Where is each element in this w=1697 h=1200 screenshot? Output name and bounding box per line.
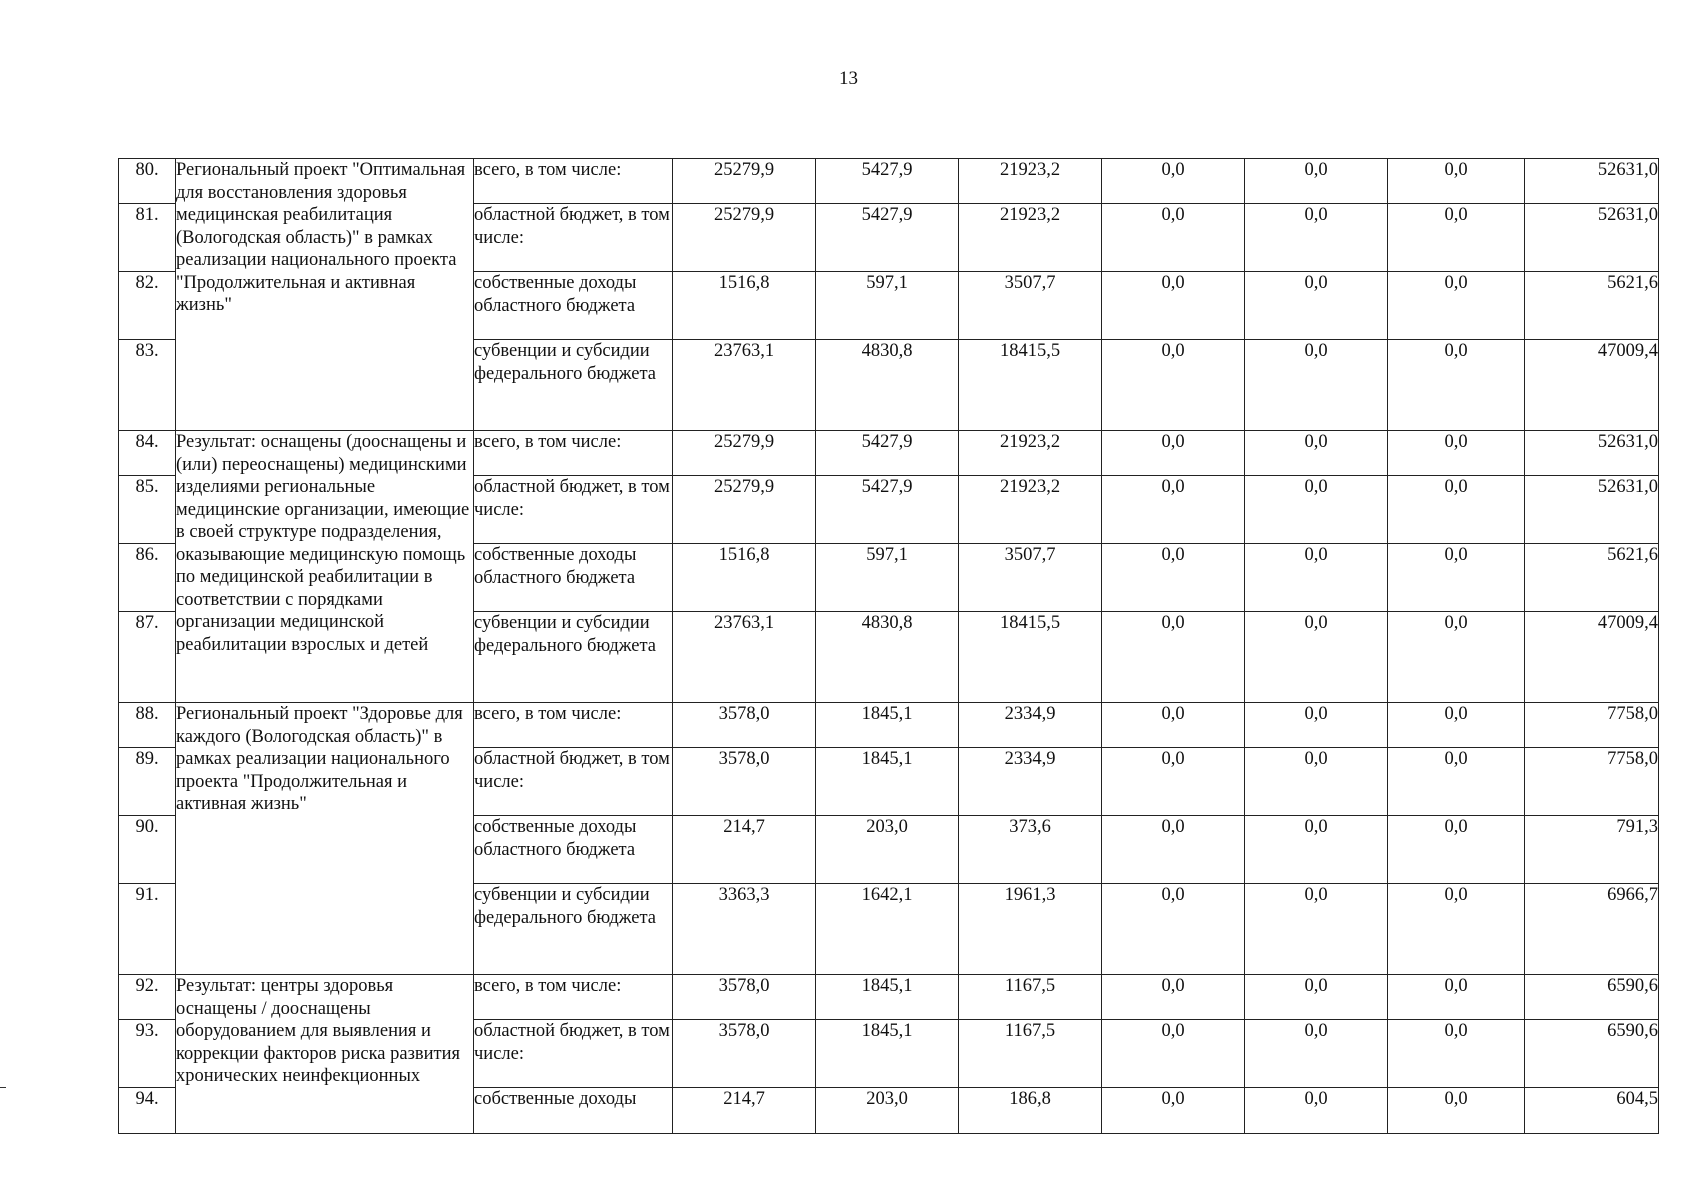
amount-value: 25279,9: [673, 476, 816, 544]
amount-value: 0,0: [1245, 975, 1388, 1020]
amount-value: 214,7: [673, 1088, 816, 1134]
amount-value: 1845,1: [816, 975, 959, 1020]
amount-value: 0,0: [1102, 340, 1245, 431]
amount-value: 0,0: [1388, 272, 1525, 340]
amount-value: 0,0: [1245, 544, 1388, 612]
total-value: 47009,4: [1525, 612, 1659, 703]
amount-value: 0,0: [1102, 431, 1245, 476]
amount-value: 0,0: [1388, 340, 1525, 431]
amount-value: 1516,8: [673, 272, 816, 340]
funding-source: областной бюджет, в том числе:: [474, 748, 673, 816]
amount-value: 0,0: [1245, 816, 1388, 884]
amount-value: 0,0: [1102, 272, 1245, 340]
table-row: [119, 431, 1659, 476]
amount-value: 25279,9: [673, 204, 816, 272]
page-number: 13: [839, 68, 858, 89]
amount-value: 0,0: [1388, 748, 1525, 816]
amount-value: 0,0: [1102, 1020, 1245, 1088]
amount-value: 597,1: [816, 272, 959, 340]
amount-value: 21923,2: [959, 476, 1102, 544]
row-number: 94.: [119, 1088, 176, 1134]
row-number: 89.: [119, 748, 176, 816]
funding-source: областной бюджет, в том числе:: [474, 1020, 673, 1088]
row-number: 82.: [119, 272, 176, 340]
funding-source: областной бюджет, в том числе:: [474, 476, 673, 544]
amount-value: 1845,1: [816, 1020, 959, 1088]
amount-value: 0,0: [1245, 159, 1388, 204]
total-value: 52631,0: [1525, 476, 1659, 544]
amount-value: 0,0: [1102, 975, 1245, 1020]
funding-table: [118, 158, 1659, 1134]
total-value: 47009,4: [1525, 340, 1659, 431]
amount-value: 18415,5: [959, 612, 1102, 703]
row-number: 87.: [119, 612, 176, 703]
funding-source: всего, в том числе:: [474, 159, 673, 204]
amount-value: 0,0: [1102, 1088, 1245, 1134]
amount-value: 2334,9: [959, 748, 1102, 816]
total-value: 6590,6: [1525, 975, 1659, 1020]
total-value: 52631,0: [1525, 431, 1659, 476]
amount-value: 3578,0: [673, 1020, 816, 1088]
project-description: Результат: оснащены (дооснащены и (или) переоснащены) медицинскими изделиями региональные медицинские организации, имеющие в своей структуре подразделения, оказывающие медицинскую помощь по медицинской реабилитации в соответствии с порядками организации медицинской реабилитации взрослых и детей: [176, 431, 474, 703]
row-number: 91.: [119, 884, 176, 975]
amount-value: 0,0: [1245, 884, 1388, 975]
amount-value: 0,0: [1388, 204, 1525, 272]
amount-value: 1845,1: [816, 703, 959, 748]
amount-value: 0,0: [1388, 884, 1525, 975]
amount-value: 0,0: [1245, 272, 1388, 340]
amount-value: 23763,1: [673, 340, 816, 431]
funding-source: собственные доходы областного бюджета: [474, 544, 673, 612]
amount-value: 0,0: [1245, 748, 1388, 816]
amount-value: 0,0: [1245, 340, 1388, 431]
amount-value: 3507,7: [959, 272, 1102, 340]
row-number: 80.: [119, 159, 176, 204]
amount-value: 0,0: [1245, 431, 1388, 476]
amount-value: 0,0: [1388, 975, 1525, 1020]
total-value: 6966,7: [1525, 884, 1659, 975]
amount-value: 0,0: [1102, 476, 1245, 544]
amount-value: 1167,5: [959, 1020, 1102, 1088]
amount-value: 4830,8: [816, 612, 959, 703]
amount-value: 21923,2: [959, 159, 1102, 204]
amount-value: 0,0: [1245, 476, 1388, 544]
amount-value: 0,0: [1102, 703, 1245, 748]
amount-value: 0,0: [1102, 816, 1245, 884]
amount-value: 0,0: [1388, 159, 1525, 204]
amount-value: 0,0: [1388, 1020, 1525, 1088]
row-number: 90.: [119, 816, 176, 884]
amount-value: 4830,8: [816, 340, 959, 431]
amount-value: 0,0: [1245, 204, 1388, 272]
funding-source: всего, в том числе:: [474, 975, 673, 1020]
amount-value: 25279,9: [673, 431, 816, 476]
amount-value: 3578,0: [673, 748, 816, 816]
amount-value: 0,0: [1102, 748, 1245, 816]
total-value: 604,5: [1525, 1088, 1659, 1134]
total-value: 52631,0: [1525, 159, 1659, 204]
project-description: Региональный проект "Здоровье для каждого (Вологодская область)" в рамках реализации национального проекта "Продолжительная и активная жизнь": [176, 703, 474, 975]
amount-value: 0,0: [1388, 612, 1525, 703]
total-value: 5621,6: [1525, 272, 1659, 340]
amount-value: 0,0: [1102, 884, 1245, 975]
amount-value: 0,0: [1388, 544, 1525, 612]
amount-value: 1516,8: [673, 544, 816, 612]
total-value: 5621,6: [1525, 544, 1659, 612]
amount-value: 0,0: [1388, 1088, 1525, 1134]
amount-value: 203,0: [816, 816, 959, 884]
project-description: Результат: центры здоровья оснащены / дооснащены оборудованием для выявления и коррекции факторов риска развития хронических неинфекционных: [176, 975, 474, 1134]
amount-value: 373,6: [959, 816, 1102, 884]
amount-value: 5427,9: [816, 204, 959, 272]
amount-value: 0,0: [1102, 159, 1245, 204]
table-body: [119, 159, 1659, 1134]
amount-value: 203,0: [816, 1088, 959, 1134]
funding-source: собственные доходы областного бюджета: [474, 272, 673, 340]
amount-value: 214,7: [673, 816, 816, 884]
amount-value: 3507,7: [959, 544, 1102, 612]
amount-value: 2334,9: [959, 703, 1102, 748]
amount-value: 0,0: [1102, 544, 1245, 612]
table-row: [119, 159, 1659, 204]
total-value: 6590,6: [1525, 1020, 1659, 1088]
amount-value: 23763,1: [673, 612, 816, 703]
amount-value: 3363,3: [673, 884, 816, 975]
amount-value: 1642,1: [816, 884, 959, 975]
funding-source: субвенции и субсидии федерального бюджета: [474, 884, 673, 975]
total-value: 7758,0: [1525, 748, 1659, 816]
amount-value: 21923,2: [959, 431, 1102, 476]
amount-value: 25279,9: [673, 159, 816, 204]
funding-source: субвенции и субсидии федерального бюджета: [474, 340, 673, 431]
amount-value: 0,0: [1245, 1088, 1388, 1134]
amount-value: 0,0: [1388, 703, 1525, 748]
amount-value: 5427,9: [816, 159, 959, 204]
amount-value: 1167,5: [959, 975, 1102, 1020]
row-number: 92.: [119, 975, 176, 1020]
amount-value: 1961,3: [959, 884, 1102, 975]
total-value: 52631,0: [1525, 204, 1659, 272]
amount-value: 0,0: [1245, 703, 1388, 748]
amount-value: 0,0: [1245, 1020, 1388, 1088]
amount-value: 3578,0: [673, 975, 816, 1020]
funding-source: собственные доходы: [474, 1088, 673, 1134]
amount-value: 3578,0: [673, 703, 816, 748]
row-number: 81.: [119, 204, 176, 272]
amount-value: 5427,9: [816, 431, 959, 476]
amount-value: 0,0: [1388, 476, 1525, 544]
amount-value: 0,0: [1245, 612, 1388, 703]
row-number: 86.: [119, 544, 176, 612]
amount-value: 597,1: [816, 544, 959, 612]
total-value: 791,3: [1525, 816, 1659, 884]
row-number: 83.: [119, 340, 176, 431]
amount-value: 18415,5: [959, 340, 1102, 431]
funding-source: собственные доходы областного бюджета: [474, 816, 673, 884]
funding-source: субвенции и субсидии федерального бюджета: [474, 612, 673, 703]
row-number: 88.: [119, 703, 176, 748]
row-number: 85.: [119, 476, 176, 544]
amount-value: 0,0: [1102, 204, 1245, 272]
amount-value: 0,0: [1388, 816, 1525, 884]
amount-value: 0,0: [1388, 431, 1525, 476]
row-number: 93.: [119, 1020, 176, 1088]
amount-value: 5427,9: [816, 476, 959, 544]
amount-value: 21923,2: [959, 204, 1102, 272]
amount-value: 186,8: [959, 1088, 1102, 1134]
amount-value: 1845,1: [816, 748, 959, 816]
funding-source: всего, в том числе:: [474, 703, 673, 748]
row-number: 84.: [119, 431, 176, 476]
funding-source: всего, в том числе:: [474, 431, 673, 476]
amount-value: 0,0: [1102, 612, 1245, 703]
project-description: Региональный проект "Оптимальная для восстановления здоровья медицинская реабилитация (Вологодская область)" в рамках реализации национального проекта "Продолжительная и активная жизнь": [176, 159, 474, 431]
edge-mark: [0, 1087, 6, 1088]
table-row: [119, 975, 1659, 1020]
total-value: 7758,0: [1525, 703, 1659, 748]
table-row: [119, 703, 1659, 748]
funding-source: областной бюджет, в том числе:: [474, 204, 673, 272]
